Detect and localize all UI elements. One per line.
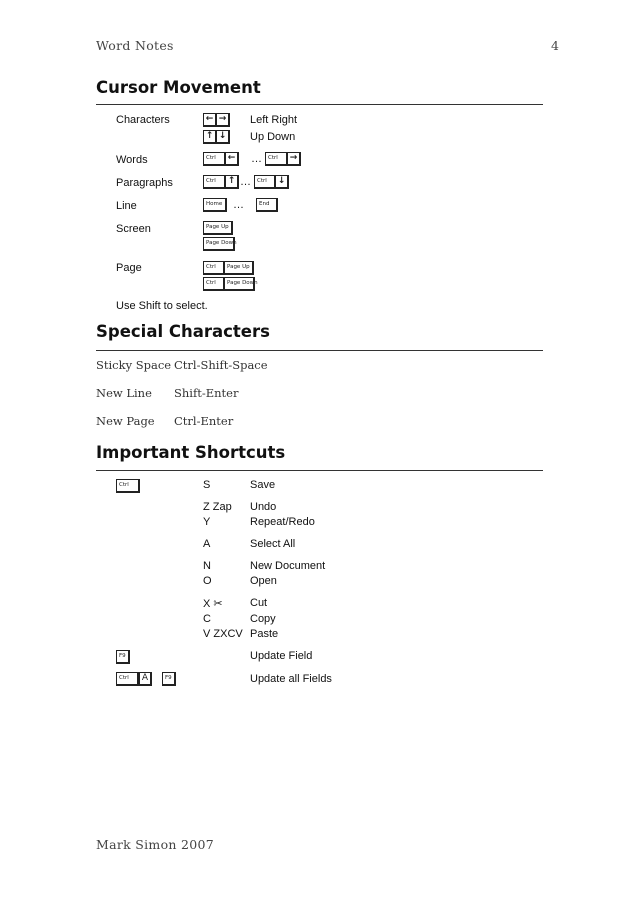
ctrl-key-icon: Ctrl — [116, 479, 140, 493]
page-up-key-icon: Page Up — [203, 221, 233, 235]
up-arrow-key-icon: ↑ — [225, 175, 239, 189]
shortcut-key: N — [203, 560, 211, 572]
special-char-name: New Line — [96, 386, 152, 400]
special-char-keys: Ctrl-Enter — [174, 414, 234, 428]
update-all-fields-label: Update all Fields — [250, 673, 332, 685]
section-heading-important-shortcuts: Important Shortcuts — [96, 443, 286, 462]
shortcut-key: A — [203, 538, 211, 550]
section-rule — [96, 470, 543, 471]
shortcut-key-with-scissors-icon: X ✂ — [203, 598, 223, 610]
shortcut-key: V ZXCV — [203, 628, 243, 640]
section-rule — [96, 104, 543, 105]
ctrl-key-icon: Ctrl — [116, 672, 139, 686]
left-arrow-key-icon: ← — [225, 152, 239, 166]
section-rule — [96, 350, 543, 351]
special-char-keys: Ctrl-Shift-Space — [174, 358, 268, 372]
ellipsis: … — [233, 199, 244, 211]
ellipsis: … — [251, 153, 262, 165]
section-heading-cursor-movement: Cursor Movement — [96, 78, 261, 97]
shift-select-note: Use Shift to select. — [116, 300, 208, 312]
shortcut-action: Save — [250, 479, 276, 491]
end-key-icon: End — [256, 198, 278, 212]
special-char-name: New Page — [96, 414, 155, 428]
footer-author: Mark Simon 2007 — [96, 837, 215, 852]
running-header-title: Word Notes — [96, 38, 174, 53]
shortcut-key: C — [203, 613, 211, 625]
left-arrow-key-icon: ← — [203, 113, 217, 127]
section-heading-special-characters: Special Characters — [96, 322, 270, 341]
update-field-label: Update Field — [250, 650, 313, 662]
special-char-name: Sticky Space — [96, 358, 172, 372]
ctrl-key-icon: Ctrl — [265, 152, 288, 166]
shortcut-action: Paste — [250, 628, 279, 640]
ctrl-key-icon: Ctrl — [254, 175, 276, 189]
row-label-paragraphs: Paragraphs — [116, 177, 173, 189]
ctrl-key-icon: Ctrl — [203, 175, 226, 189]
page-number: 4 — [551, 38, 560, 53]
shortcut-action: Cut — [250, 597, 268, 609]
shortcut-action: New Document — [250, 560, 326, 572]
ctrl-key-icon: Ctrl — [203, 261, 225, 275]
ellipsis: … — [240, 176, 251, 188]
shortcut-action: Open — [250, 575, 277, 587]
ctrl-key-icon: Ctrl — [203, 277, 225, 291]
home-key-icon: Home — [203, 198, 227, 212]
shortcut-key: S — [203, 479, 211, 491]
desc-left-right: Left Right — [250, 114, 298, 126]
down-arrow-key-icon: ↓ — [275, 175, 289, 189]
f9-key-icon: F9 — [162, 672, 176, 686]
page-down-key-icon: Page Down — [203, 237, 235, 251]
shortcut-action: Repeat/Redo — [250, 516, 315, 528]
page-up-key-icon: Page Up — [224, 261, 254, 275]
desc-up-down: Up Down — [250, 131, 296, 143]
row-label-characters: Characters — [116, 114, 170, 126]
down-arrow-key-icon: ↓ — [216, 130, 230, 144]
row-label-screen: Screen — [116, 223, 151, 235]
a-key-icon: A — [139, 672, 152, 686]
row-label-words: Words — [116, 154, 148, 166]
up-arrow-key-icon: ↑ — [203, 130, 217, 144]
shortcut-key: Y — [203, 516, 211, 528]
shortcut-action: Copy — [250, 613, 276, 625]
shortcut-action: Select All — [250, 538, 296, 550]
shortcut-action: Undo — [250, 501, 277, 513]
right-arrow-key-icon: → — [287, 152, 301, 166]
shortcut-key: O — [203, 575, 212, 587]
shortcut-key: Z Zap — [203, 501, 232, 513]
row-label-page: Page — [116, 262, 142, 274]
page-down-key-icon: Page Down — [224, 277, 255, 291]
ctrl-key-icon: Ctrl — [203, 152, 226, 166]
right-arrow-key-icon: → — [216, 113, 230, 127]
f9-key-icon: F9 — [116, 650, 130, 664]
special-char-keys: Shift-Enter — [174, 386, 239, 400]
row-label-line: Line — [116, 200, 137, 212]
